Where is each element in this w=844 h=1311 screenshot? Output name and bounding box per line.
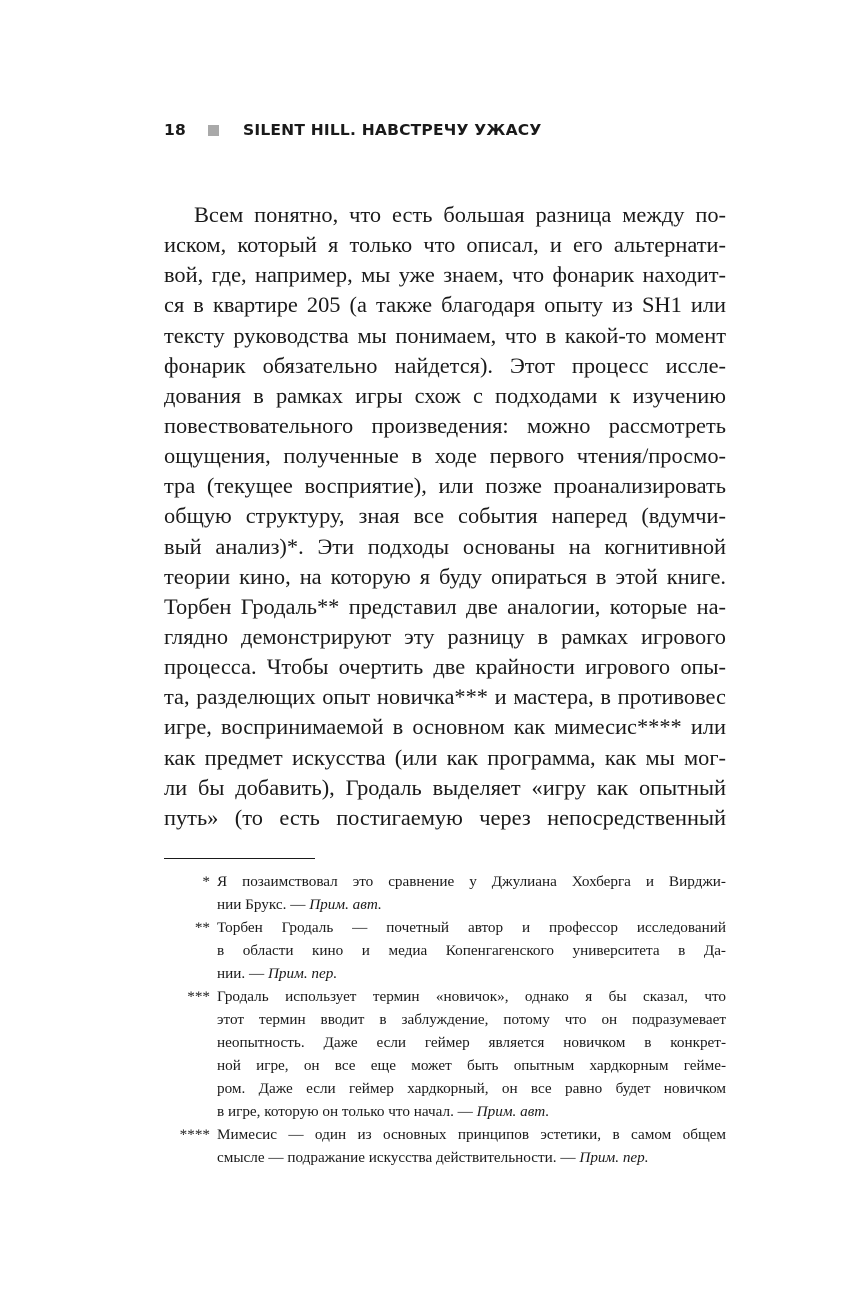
footnote-text: смысле — подражание искусства действительности. — bbox=[217, 1149, 576, 1166]
text-line: Всем понятно, что есть большая разница между по- bbox=[194, 202, 726, 227]
footnote-line bbox=[217, 893, 726, 916]
footnote-marker: *** bbox=[187, 988, 210, 1005]
footnote-line bbox=[217, 1100, 726, 1123]
text-line: ся в квартире 205 (а также благодаря опыту из SH1 или bbox=[164, 292, 726, 318]
text-line: глядно демонстрируют эту разницу в рамках игрового bbox=[164, 623, 726, 649]
footnote-attribution: Прим. пер. bbox=[579, 1149, 649, 1166]
footnote-attribution: Прим. авт. bbox=[476, 1103, 550, 1120]
running-header bbox=[164, 121, 542, 139]
text-line: тра (текущее восприятие), или позже проанализировать bbox=[164, 473, 726, 499]
page-number: 18 bbox=[164, 121, 186, 139]
footnote-line: Торбен Гродаль — почетный автор и профессор исследований bbox=[217, 919, 726, 936]
text-line: ощущения, полученные в ходе первого чтения/просмо- bbox=[164, 443, 726, 469]
footnote-line: ром. Даже если геймер хардкорный, он все равно будет новичком bbox=[217, 1080, 726, 1097]
main-text bbox=[164, 200, 726, 833]
footnote-marker: **** bbox=[179, 1126, 210, 1143]
text-line: вый анализ)*. Эти подходы основаны на когнитивной bbox=[164, 533, 726, 559]
text-line: дования в рамках игры схож с подходами к изучению bbox=[164, 382, 726, 408]
text-line: вой, где, например, мы уже знаем, что фонарик находит- bbox=[164, 262, 726, 288]
footnote-line bbox=[217, 1146, 726, 1169]
running-title: SILENT HILL. НАВСТРЕЧУ УЖАСУ bbox=[242, 121, 542, 139]
header-separator-square bbox=[208, 125, 219, 136]
footnote-line: Мимесис — один из основных принципов эстетики, в самом общем bbox=[217, 1126, 726, 1143]
footnote-divider bbox=[164, 858, 315, 859]
footnote-line: Гродаль использует термин «новичок», однако я бы сказал, что bbox=[217, 988, 726, 1005]
text-line: ли бы добавить), Гродаль выделяет «игру как опытный bbox=[164, 774, 726, 800]
footnote-3 bbox=[164, 985, 726, 1123]
footnote-marker: * bbox=[202, 873, 210, 890]
text-line: как предмет искусства (или как программа, как мы мог- bbox=[164, 744, 726, 770]
text-line: процесса. Чтобы очертить две крайности игрового опы- bbox=[164, 654, 726, 680]
footnote-line bbox=[217, 962, 726, 985]
text-line: Торбен Гродаль** представил две аналогии, которые на- bbox=[164, 593, 726, 619]
footnote-line: этот термин вводит в заблуждение, потому что он подразумевает bbox=[217, 1011, 726, 1028]
footnotes bbox=[164, 870, 726, 1169]
text-line: фонарик обязательно найдется). Этот процесс иссле- bbox=[164, 352, 726, 378]
footnote-2 bbox=[164, 916, 726, 985]
footnote-line: ной игре, он все еще может быть опытным хардкорным гейме- bbox=[217, 1057, 726, 1074]
footnote-line: в области кино и медиа Копенгагенского университета в Да- bbox=[217, 942, 726, 959]
text-line: теории кино, на которую я буду опираться в этой книге. bbox=[164, 563, 726, 589]
text-line: игре, воспринимаемой в основном как мимесис**** или bbox=[164, 714, 726, 740]
text-line: путь» (то есть постигаемую через непосредственный bbox=[164, 804, 726, 830]
text-line: общую структуру, зная все события наперед (вдумчи- bbox=[164, 503, 726, 529]
footnote-1 bbox=[164, 870, 726, 916]
text-line: повествовательного произведения: можно рассмотреть bbox=[164, 412, 726, 438]
footnote-line: Я позаимствовал это сравнение у Джулиана Хохберга и Вирджи- bbox=[217, 873, 726, 890]
text-line: та, разделющих опыт новичка*** и мастера, в противовес bbox=[164, 684, 726, 710]
footnote-line: неопытность. Даже если геймер является новичком в конкрет- bbox=[217, 1034, 726, 1051]
footnote-marker: ** bbox=[194, 919, 210, 936]
footnote-text: нии Брукс. — bbox=[217, 896, 306, 913]
footnote-4 bbox=[164, 1123, 726, 1169]
footnote-attribution: Прим. пер. bbox=[267, 965, 338, 982]
footnote-attribution: Прим. авт. bbox=[309, 896, 382, 913]
footnote-text: в игре, которую он только что начал. — bbox=[217, 1103, 473, 1120]
footnote-text: нии. — bbox=[217, 965, 265, 982]
text-line: иском, который я только что описал, и его альтернати- bbox=[164, 232, 726, 258]
text-line: тексту руководства мы понимаем, что в какой-то момент bbox=[164, 322, 726, 348]
